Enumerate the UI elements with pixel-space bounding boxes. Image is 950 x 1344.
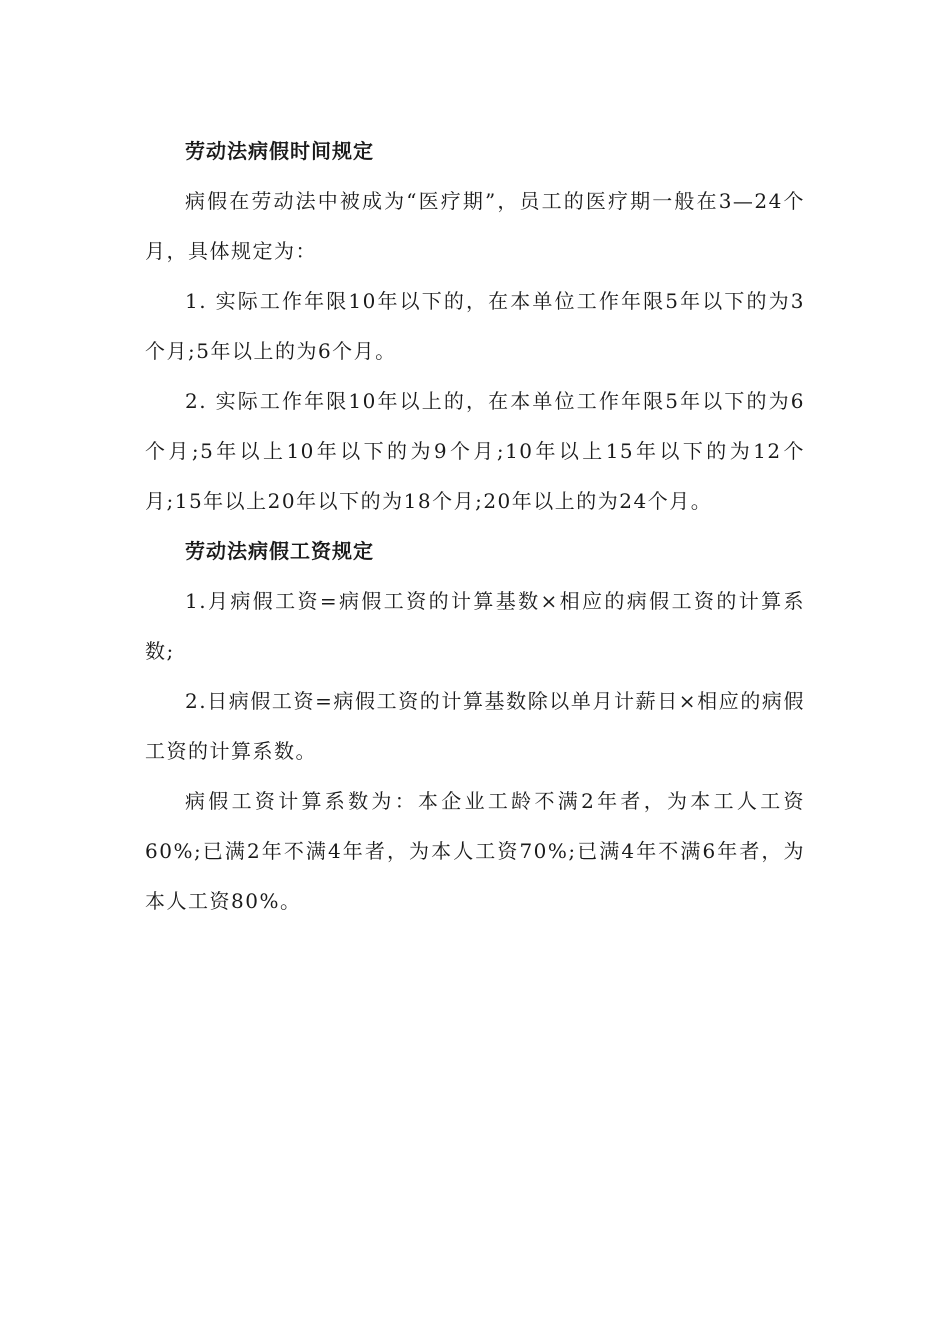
section-heading-sick-leave-duration: 劳动法病假时间规定 [185, 139, 374, 163]
section-heading-sick-leave-pay: 劳动法病假工资规定 [185, 539, 374, 563]
list-item-2: 2. 实际工作年限10年以上的，在本单位工作年限5年以下的为6个月;5年以上10年以下的为9个月;10年以上15年以下的为12个月;15年以上20年以下的为18个月;20年以上的为24个月。 [145, 389, 805, 513]
paragraph-intro: 病假在劳动法中被成为“医疗期”，员工的医疗期一般在3—24个月，具体规定为： [145, 189, 805, 263]
formula-daily-pay: 2.日病假工资=病假工资的计算基数除以单月计薪日×相应的病假工资的计算系数。 [145, 689, 805, 763]
formula-monthly-pay: 1.月病假工资=病假工资的计算基数×相应的病假工资的计算系数; [145, 589, 805, 663]
list-item-1: 1. 实际工作年限10年以下的，在本单位工作年限5年以下的为3个月;5年以上的为6个月。 [145, 289, 805, 363]
paragraph-coefficient: 病假工资计算系数为：本企业工龄不满2年者，为本工人工资60%;已满2年不满4年者，为本人工资70%;已满4年不满6年者，为本人工资80%。 [145, 789, 805, 913]
document-body [145, 126, 805, 926]
